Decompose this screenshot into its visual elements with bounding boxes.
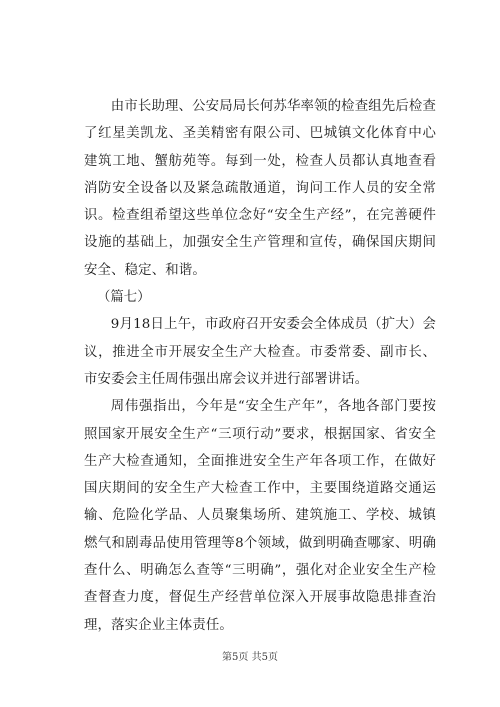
section-label: （篇七） [97,290,151,306]
page-footer: 第5页 共5页 [222,652,278,663]
paragraph-inspection-group: 由市长助理、公安局局长何苏华率领的检查组先后检查了红星美凯龙、圣美精密有限公司、巴城镇文化体育中心建筑工地、蟹舫苑等。每到一处，检查人员都认真地查看消防安全设备以及紧急疏散通道，询问工作人员的安全常识。检查组希望这些单位念好“安全生产经”，在完善硬件设施的基础上，加强安全生产管理和宣传，确保国庆期间安全、稳定、和谐。 [84,99,436,278]
paragraph-zhou-speech: 周伟强指出，今年是“安全生产年”，各地各部门要按照国家开展安全生产“三项行动”要求，根据国家、省安全生产大检查通知，全面推进安全生产年各项工作，在做好国庆期间的安全生产大检查工作中，主要围绕道路交通运输、危险化学品、人员聚集场所、建筑施工、学校、城镇燃气和剧毒品使用管理等8个领域，做到明确查哪家、明确查什么、明确怎么查等“三明确”，强化对企业安全生产检查督查力度，督促生产经营单位深入开展事故隐患排查治理，落实企业主体责任。 [84,399,436,633]
paragraph-meeting: 9月18日上午，市政府召开安委会全体成员（扩大）会议，推进全市开展安全生产大检查。市委常委、副市长、市安委会主任周伟强出席会议并进行部署讲话。 [84,317,436,387]
document-body [84,93,436,639]
